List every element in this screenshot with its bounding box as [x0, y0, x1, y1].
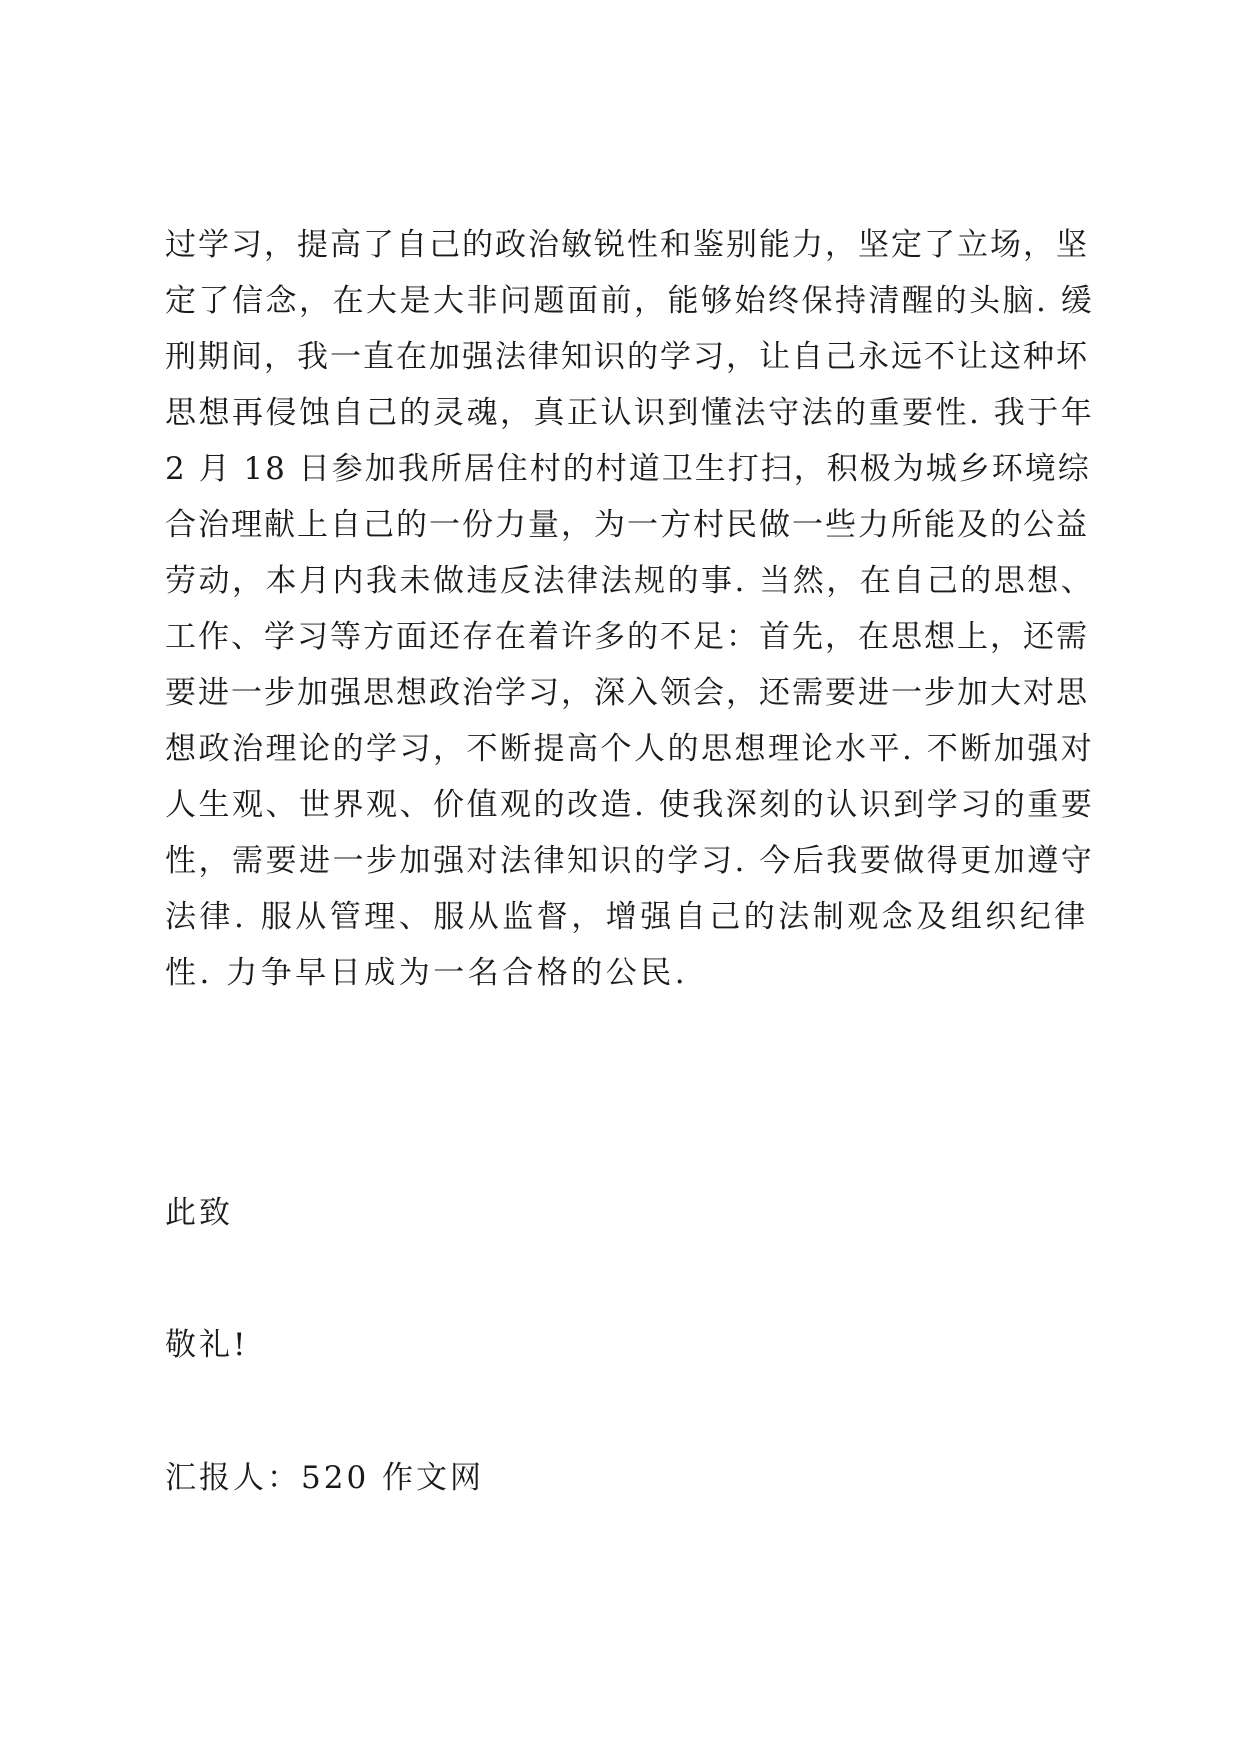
body-line: 思想再侵蚀自己的灵魂，真正认识到懂法守法的重要性. 我于年 [165, 395, 1095, 431]
regards: 敬礼! [165, 1327, 249, 1363]
body-line: 2 月 18 日参加我所居住村的村道卫生打扫，积极为城乡环境综 [165, 451, 1091, 487]
signature: 汇报人：520 作文网 [165, 1460, 485, 1496]
body-line: 法律. 服从管理、服从监督，增强自己的法制观念及组织纪律 [165, 899, 1089, 935]
body-line: 人生观、世界观、价值观的改造. 使我深刻的认识到学习的重要 [165, 787, 1095, 823]
body-line: 合治理献上自己的一份力量，为一方村民做一些力所能及的公益 [165, 507, 1089, 543]
body-line: 工作、学习等方面还存在着许多的不足：首先，在思想上，还需 [165, 619, 1089, 655]
body-line: 过学习，提高了自己的政治敏锐性和鉴别能力，坚定了立场，坚 [165, 227, 1089, 263]
body-line: 定了信念，在大是大非问题面前，能够始终保持清醒的头脑. 缓 [165, 283, 1095, 319]
body-line: 劳动，本月内我未做违反法律法规的事. 当然，在自己的思想、 [165, 563, 1095, 599]
body-line: 想政治理论的学习，不断提高个人的思想理论水平. 不断加强对 [165, 731, 1095, 767]
body-line: 要进一步加强思想政治学习，深入领会，还需要进一步加大对思 [165, 675, 1089, 711]
body-line: 性，需要进一步加强对法律知识的学习. 今后我要做得更加遵守 [165, 843, 1095, 879]
salutation: 此致 [165, 1195, 233, 1231]
body-line: 刑期间，我一直在加强法律知识的学习，让自己永远不让这种坏 [165, 339, 1089, 375]
body-line: 性. 力争早日成为一名合格的公民. [165, 955, 689, 991]
